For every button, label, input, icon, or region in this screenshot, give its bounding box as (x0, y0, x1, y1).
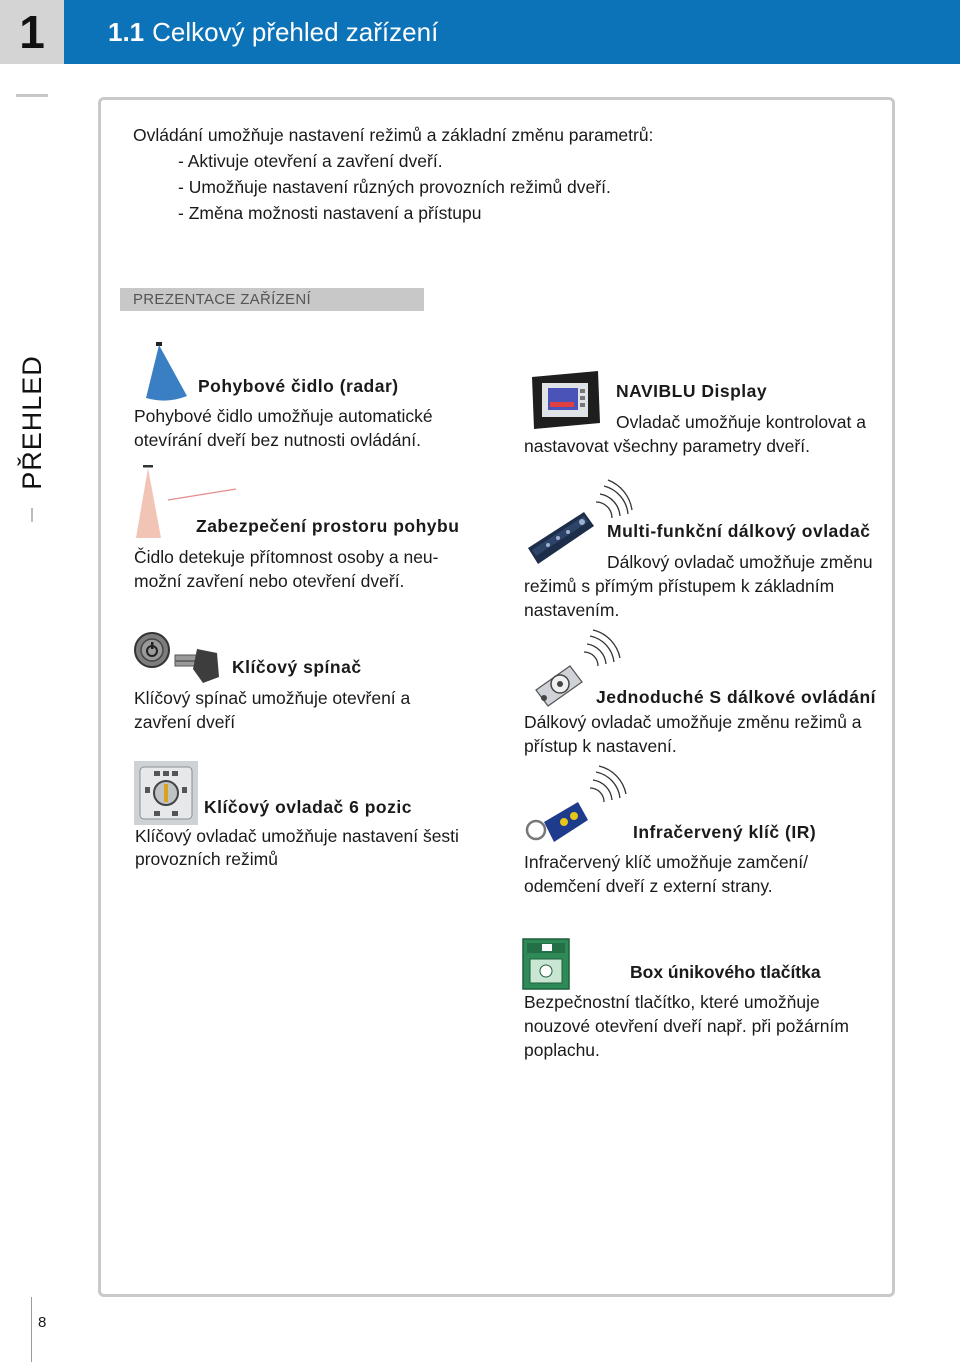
naviblu-display-icon (528, 369, 604, 431)
naviblu-title: NAVIBLU Display (616, 381, 768, 401)
divider (31, 508, 33, 522)
key-switch-title: Klíčový spínač (232, 657, 362, 677)
intro-text (133, 122, 653, 226)
key-selector-desc: provozních režimů (135, 849, 278, 869)
key-switch-icon (133, 631, 223, 691)
section-label: PREZENTACE ZAŘÍZENÍ (120, 288, 424, 311)
radar-desc: Pohybové čidlo umožňuje automatické (134, 406, 433, 426)
key-selector-icon (134, 761, 198, 825)
simple-remote-desc: Dálkový ovladač umožňuje změnu režimů a (524, 712, 862, 732)
page-number: 8 (38, 1314, 47, 1331)
divider (31, 1297, 32, 1362)
multifunction-desc: režimů s přímým přístupem k základním (524, 576, 835, 596)
side-label-text: PŘEHLED (16, 355, 47, 490)
key-switch-desc: zavření dveří (134, 712, 236, 732)
intro-list-item: - Změna možnosti nastavení a přístupu (178, 203, 482, 223)
radar-sensor-icon (143, 340, 191, 406)
ir-key-desc: odemčení dveří z externí strany. (524, 876, 773, 896)
multifunction-desc: Dálkový ovladač umožňuje změnu (607, 552, 873, 572)
intro-list-item: - Aktivuje otevření a zavření dveří. (178, 151, 443, 171)
naviblu-desc: Ovladač umožňuje kontrolovat a (616, 412, 866, 432)
key-selector-title: Klíčový ovladač 6 pozic (204, 797, 412, 817)
safety-desc: Čidlo detekuje přítomnost osoby a neu- (134, 547, 439, 567)
key-selector-desc: Klíčový ovladač umožňuje nastavení šesti (135, 826, 459, 846)
simple-remote-title: Jednoduché S dálkové ovládání (596, 687, 876, 707)
key-switch-desc: Klíčový spínač umožňuje otevření a (134, 688, 411, 708)
radar-desc: otevírání dveří bez nutnosti ovládání. (134, 430, 421, 450)
naviblu-desc: nastavovat všechny parametry dveří. (524, 436, 810, 456)
ir-key-title: Infračervený klíč (IR) (633, 822, 817, 842)
simple-remote-desc: přístup k nastavení. (524, 736, 677, 756)
section-title: Celkový přehled zařízení (152, 16, 439, 47)
intro-lead: Ovládání umožňuje nastavení režimů a základní změnu parametrů: (133, 125, 654, 145)
ir-key-desc: Infračervený klíč umožňuje zamčení/ (524, 852, 809, 872)
ir-key-icon (524, 764, 630, 854)
exit-box-desc: Bezpečnostní tlačítko, které umožňuje (524, 992, 820, 1012)
page-header (64, 0, 960, 64)
radar-title: Pohybové čidlo (radar) (198, 376, 399, 396)
divider (16, 94, 48, 97)
side-label (14, 350, 50, 495)
exit-box-desc: poplachu. (524, 1040, 600, 1060)
exit-box-title: Box únikového tlačítka (630, 962, 821, 982)
emergency-exit-icon (522, 937, 570, 991)
safety-desc: možní zavření nebo otevření dveří. (134, 571, 405, 591)
exit-box-desc: nouzové otevření dveří např. při požárním (524, 1016, 849, 1036)
multifunction-desc: nastavením. (524, 600, 620, 620)
safety-title: Zabezpečení prostoru pohybu (196, 516, 460, 536)
intro-list-item: - Umožňuje nastavení různých provozních režimů dveří. (178, 177, 611, 197)
chapter-number: 1 (0, 0, 64, 64)
multifunction-title: Multi-funkční dálkový ovladač (607, 521, 871, 541)
section-number: 1.1 (108, 16, 145, 47)
